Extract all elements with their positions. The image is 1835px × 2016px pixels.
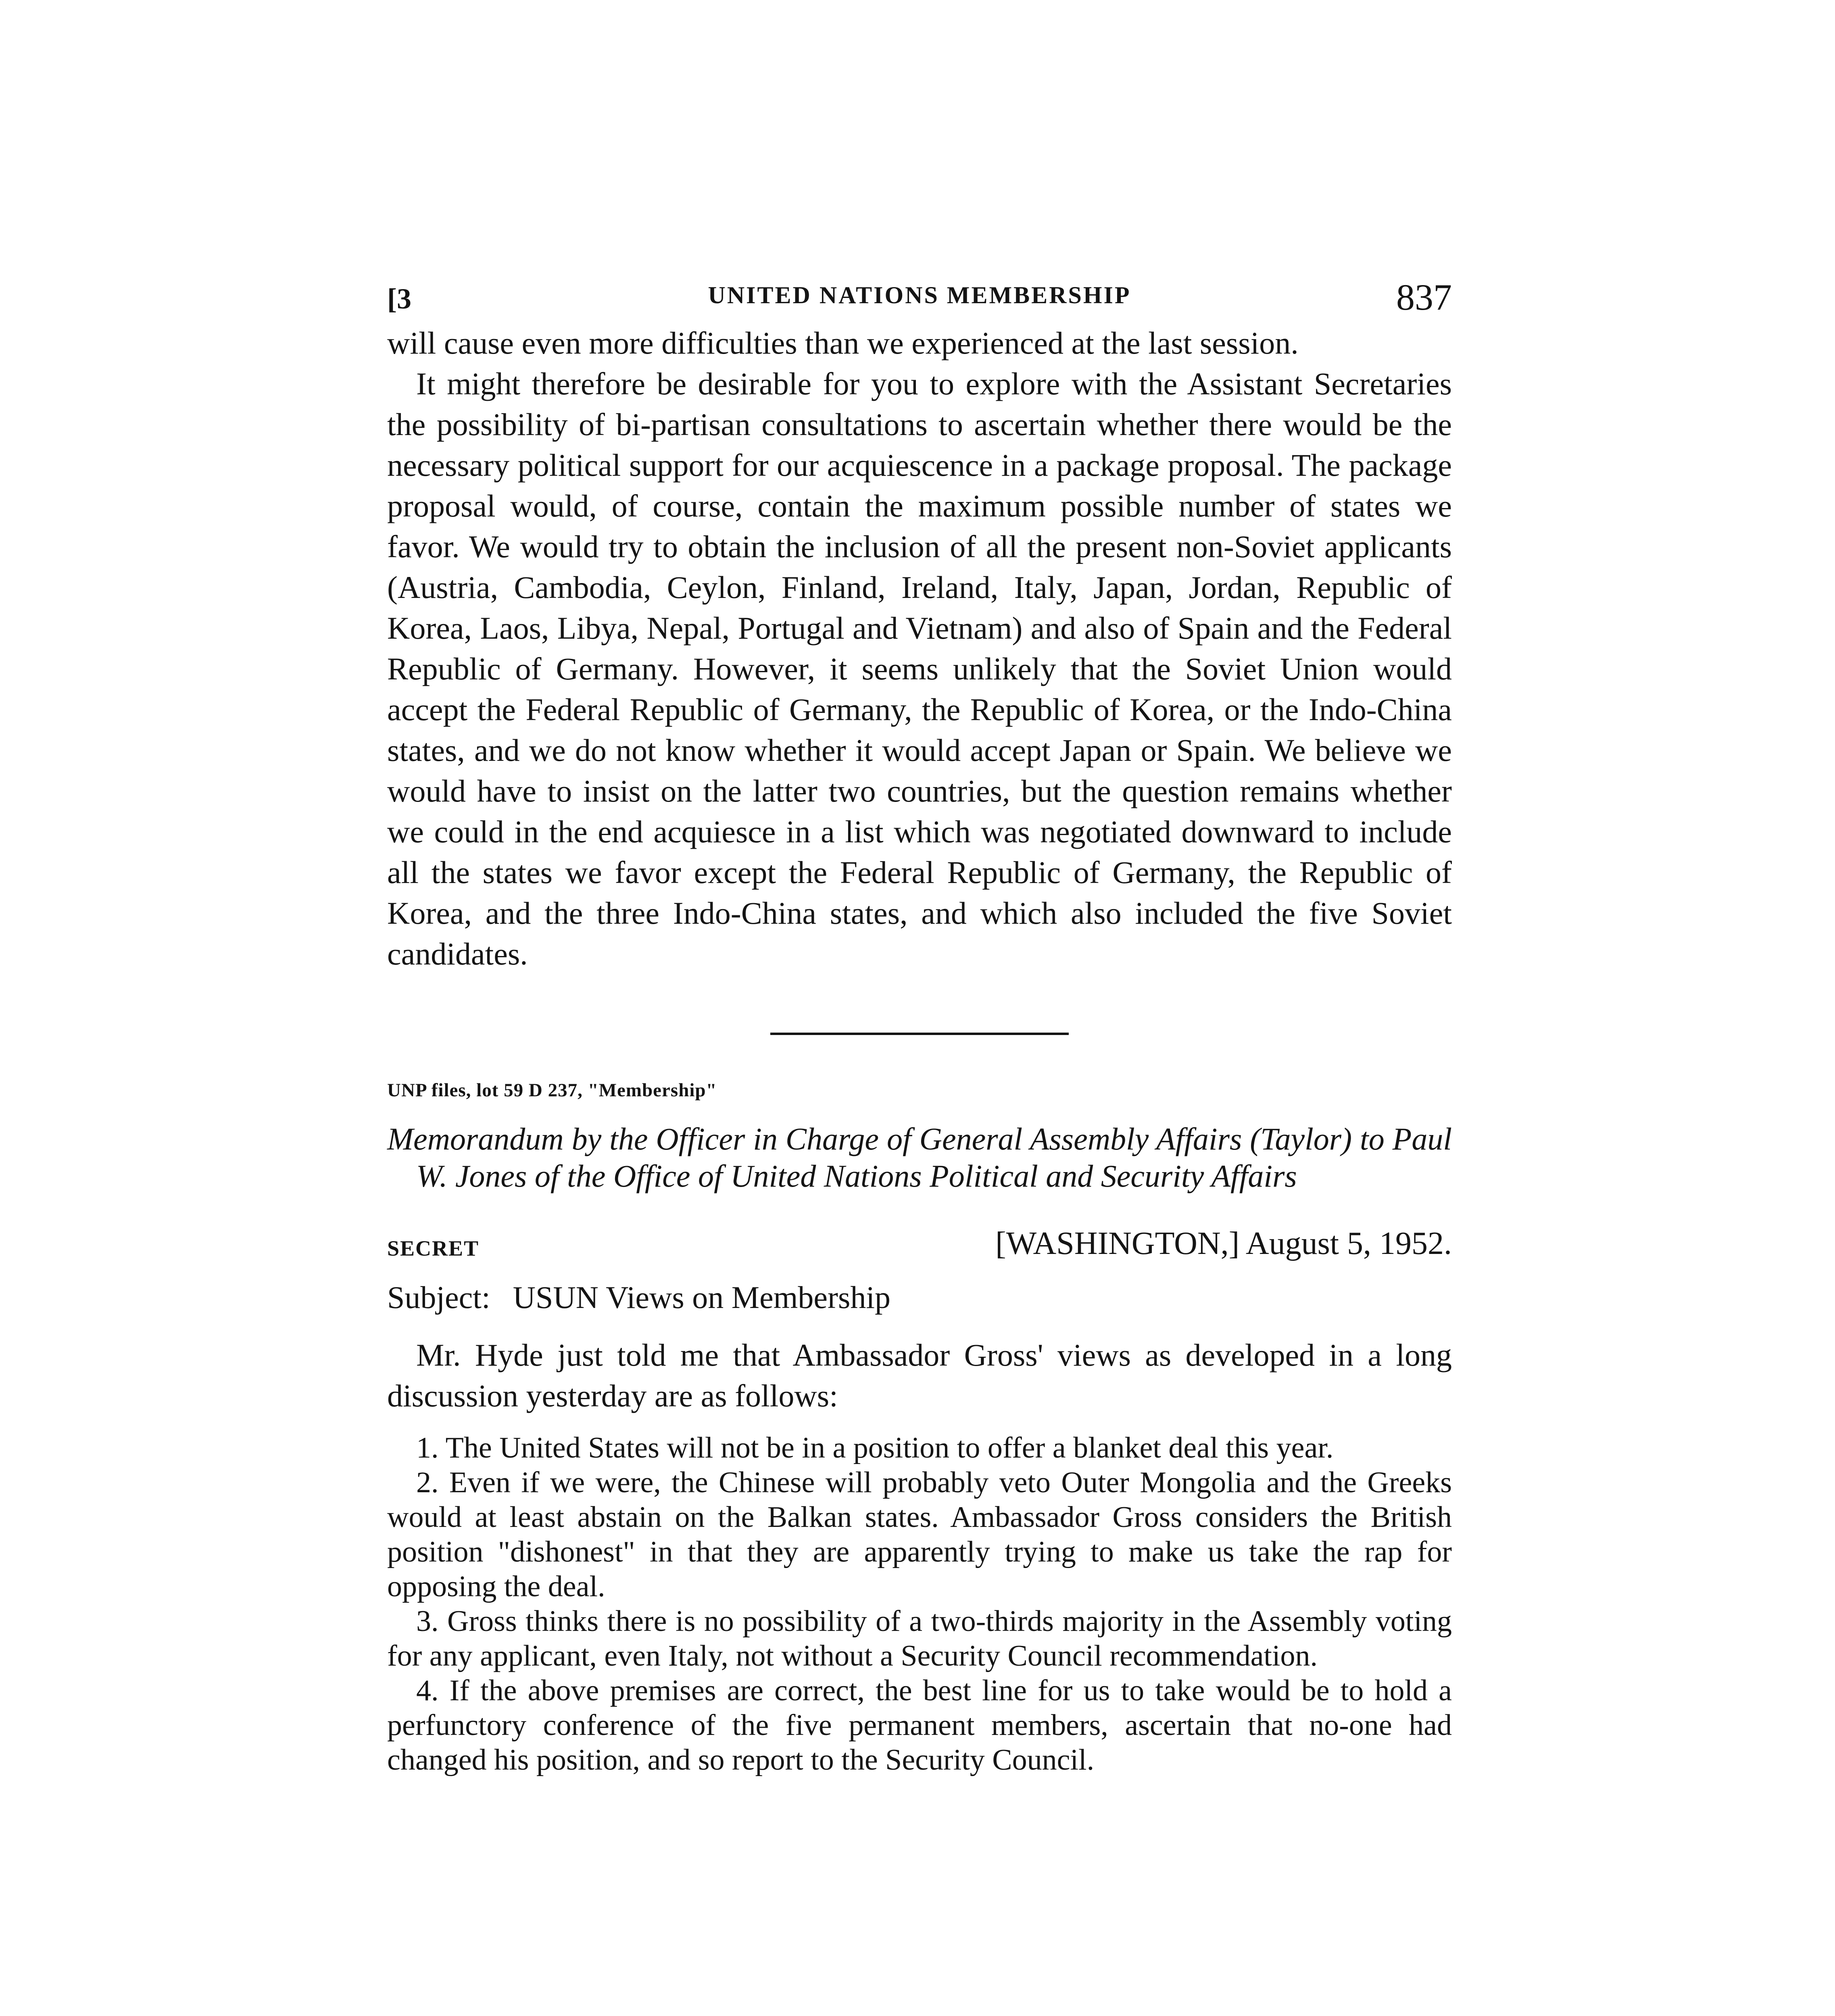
classification-label: SECRET <box>387 1236 480 1260</box>
subject-line <box>387 1277 1452 1318</box>
running-head-title: UNITED NATIONS MEMBERSHIP <box>708 282 1131 308</box>
continued-paragraph: will cause even more difficulties than we experienced at the last session. <box>387 325 1299 360</box>
memo-intro: Mr. Hyde just told me that Ambassador Gross' views as developed in a long discussion yesterday are as follows: <box>387 1337 1452 1413</box>
section-divider <box>770 1033 1069 1035</box>
corner-mark: [3 <box>387 283 411 315</box>
memo-item: 4. If the above premises are correct, the best line for us to take would be to hold a perfunctory conference of the five permanent members, ascertain that no-one had changed his position, and so report to the Security Council. <box>387 1674 1452 1776</box>
page-number: 837 <box>1396 277 1452 318</box>
memo-title: Memorandum by the Officer in Charge of General Assembly Affairs (Taylor) to Paul W. Jones of the Office of United Nations Political and Security Affairs <box>387 1121 1452 1193</box>
memo-date: [WASHINGTON,] August 5, 1952. <box>995 1226 1452 1261</box>
source-note: UNP files, lot 59 D 237, "Membership" <box>387 1080 717 1101</box>
document-page <box>387 278 1452 1777</box>
subject-label: Subject: <box>387 1280 490 1315</box>
dateline <box>387 1225 1452 1266</box>
memo-item: 2. Even if we were, the Chinese will probably veto Outer Mongolia and the Greeks would at least abstain on the Balkan states. Ambassador Gross considers the British position "dishonest" in that they are apparently trying to make us take the rap for opposing the deal. <box>387 1466 1452 1603</box>
running-head <box>387 278 1452 323</box>
memo-items <box>387 1431 1452 1777</box>
subject-text: USUN Views on Membership <box>513 1280 890 1315</box>
memo-item: 3. Gross thinks there is no possibility of a two-thirds majority in the Assembly voting for any applicant, even Italy, not without a Security Council recommendation. <box>387 1605 1452 1672</box>
body-paragraph: It might therefore be desirable for you to explore with the Assistant Secretaries the possibility of bi-partisan consultations to ascertain whether there would be the necessary political support for our acquiescence in a package proposal. The package proposal would, of course, contain the maximum possible number of states we favor. We would try to obtain the inclusion of all the present non-Soviet applicants (Austria, Cambodia, Ceylon, Finland, Ireland, Italy, Japan, Jordan, Republic of Korea, Laos, Libya, Nepal, Portugal and Vietnam) and also of Spain and the Federal Republic of Germany. However, it seems unlikely that the Soviet Union would accept the Federal Republic of Germany, the Republic of Korea, or the Indo-China states, and we do not know whether it would accept Japan or Spain. We believe we would have to insist on the latter two countries, but the question remains whether we could in the end acquiesce in a list which was negotiated downward to include all the states we favor except the Federal Republic of Germany, the Republic of Korea, and the three Indo-China states, and which also included the five Soviet candidates. <box>387 366 1452 971</box>
memo-item: 1. The United States will not be in a position to offer a blanket deal this year. <box>416 1431 1334 1464</box>
